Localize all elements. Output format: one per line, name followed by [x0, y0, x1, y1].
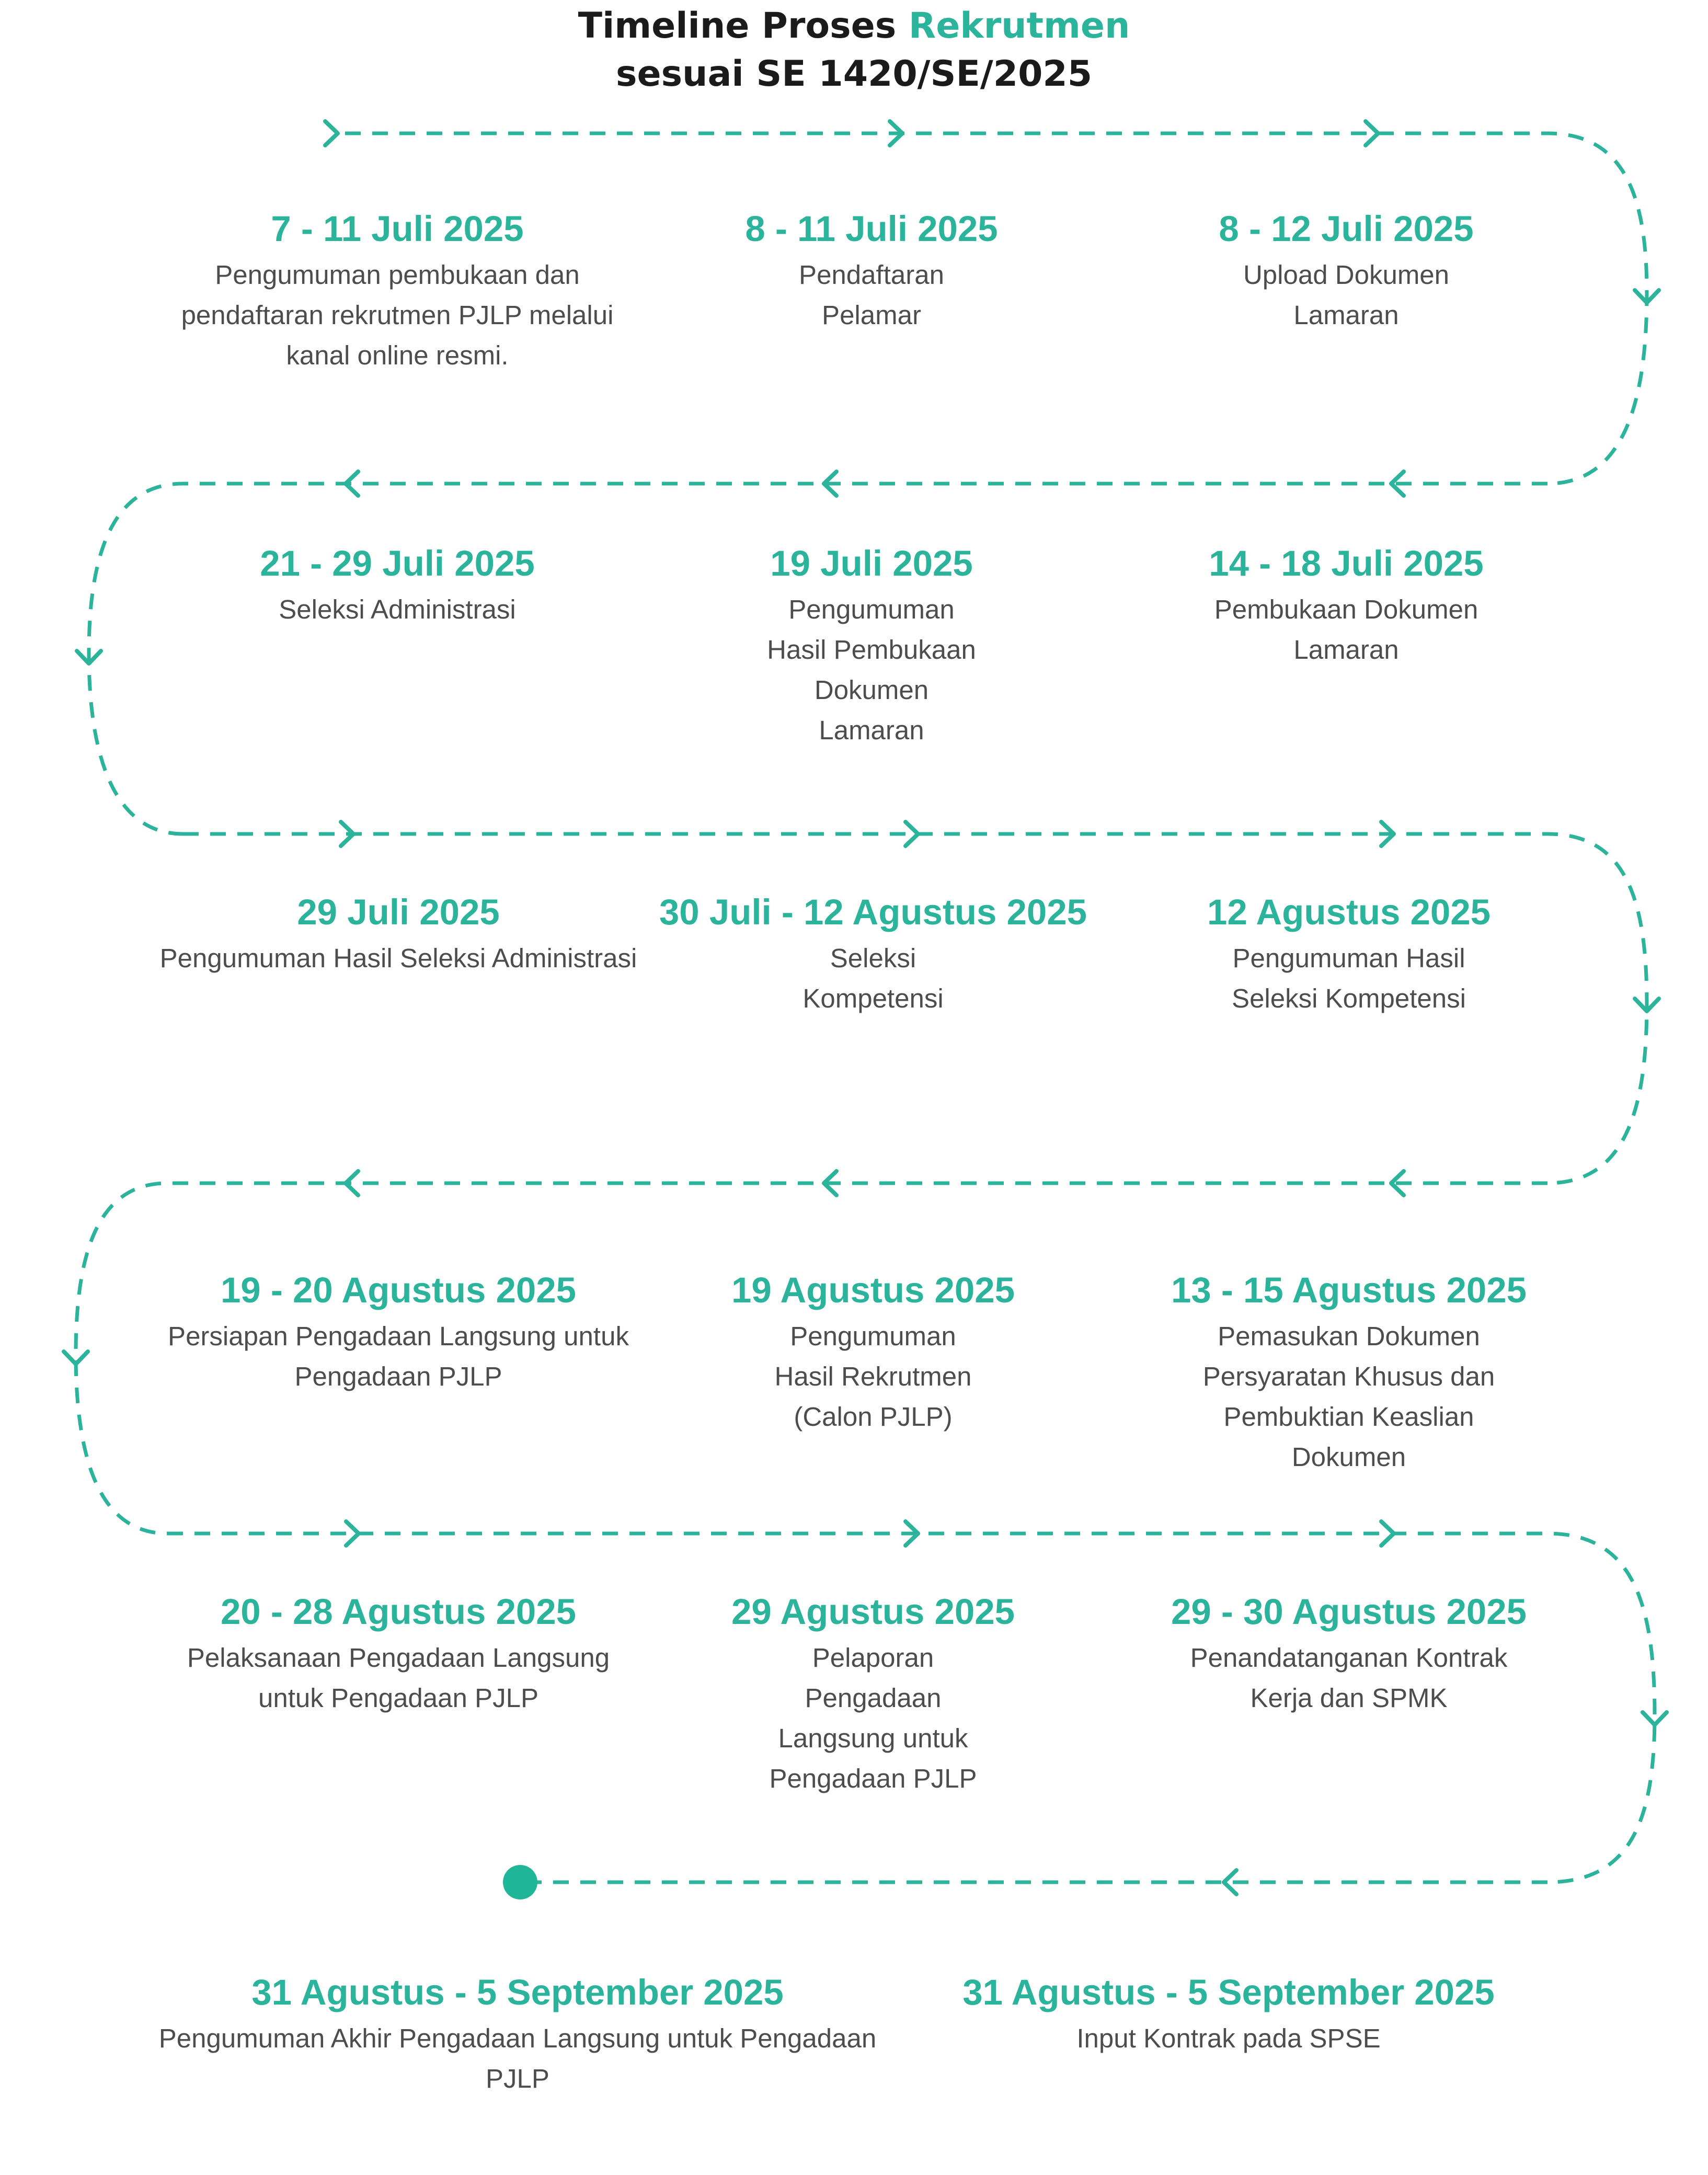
step-date: 31 Agustus - 5 September 2025	[251, 1972, 784, 2012]
page-subtitle: sesuai SE 1420/SE/2025	[615, 53, 1093, 95]
step-3	[1219, 207, 1473, 335]
step-description: Pengumuman pembukaan dan pendaftaran rekrutmen PJLP melalui kanal online resmi.	[181, 260, 614, 370]
step-8	[659, 890, 1087, 1018]
chevron-right-icon	[1366, 121, 1378, 145]
step-description: Pendaftaran Pelamar	[799, 260, 944, 330]
step-5	[767, 541, 976, 750]
step-description: Penandatanganan Kontrak Kerja dan SPMK	[1190, 1643, 1508, 1713]
step-date: 8 - 12 Juli 2025	[1219, 209, 1474, 249]
step-date: 7 - 11 Juli 2025	[271, 209, 524, 249]
chevron-right-icon	[325, 121, 338, 145]
step-2	[745, 207, 998, 335]
step-7	[160, 890, 637, 978]
chevron-left-icon	[346, 1171, 358, 1195]
step-description: Pengumuman Hasil Seleksi Administrasi	[159, 943, 637, 973]
step-12	[1171, 1268, 1527, 1477]
step-description: Pelaporan Pengadaan Langsung untuk Pengadaan PJLP	[769, 1643, 977, 1793]
step-date: 19 Juli 2025	[770, 543, 973, 583]
step-17	[962, 1970, 1495, 2058]
step-description: Pengumuman Hasil Pembukaan Dokumen Lamaran	[767, 594, 976, 745]
step-10	[168, 1268, 629, 1396]
step-date: 21 - 29 Juli 2025	[260, 543, 535, 583]
step-description: Pengumuman Hasil Seleksi Kompetensi	[1232, 943, 1466, 1013]
step-description: Pembukaan Dokumen Lamaran	[1214, 594, 1478, 665]
step-date: 13 - 15 Agustus 2025	[1171, 1270, 1527, 1310]
step-description: Pengumuman Hasil Rekrutmen (Calon PJLP)	[774, 1321, 972, 1432]
step-date: 30 Juli - 12 Agustus 2025	[659, 892, 1087, 932]
step-date: 29 - 30 Agustus 2025	[1171, 1592, 1527, 1632]
step-date: 19 - 20 Agustus 2025	[220, 1270, 577, 1310]
step-15	[1171, 1589, 1527, 1718]
step-14	[731, 1589, 1015, 1799]
step-description: Seleksi Administrasi	[279, 594, 516, 624]
chevron-right-icon	[905, 822, 918, 846]
chevron-right-icon	[1381, 1521, 1394, 1546]
step-description: Upload Dokumen Lamaran	[1243, 260, 1450, 330]
step-date: 12 Agustus 2025	[1207, 892, 1491, 932]
step-6	[1209, 541, 1484, 670]
step-description: Seleksi Kompetensi	[803, 943, 944, 1013]
step-date: 31 Agustus - 5 September 2025	[962, 1972, 1495, 2012]
step-description: Pengumuman Akhir Pengadaan Langsung untuk Pengadaan PJLP	[158, 2023, 877, 2093]
step-13	[187, 1589, 610, 1718]
chevron-down-icon	[64, 1352, 88, 1364]
step-11	[731, 1268, 1015, 1437]
title-accent: Rekrutmen	[908, 5, 1130, 47]
step-description: Persiapan Pengadaan Langsung untuk Pengadaan PJLP	[168, 1321, 629, 1391]
step-1	[181, 207, 614, 375]
step-date: 19 Agustus 2025	[731, 1270, 1015, 1310]
step-date: 29 Agustus 2025	[731, 1592, 1015, 1632]
step-date: 20 - 28 Agustus 2025	[220, 1592, 577, 1632]
chevron-left-icon	[346, 472, 358, 496]
step-description: Input Kontrak pada SPSE	[1076, 2023, 1381, 2053]
title-prefix: Timeline Proses	[578, 5, 909, 47]
timeline-end-dot-icon	[503, 1865, 537, 1899]
step-4	[260, 541, 535, 629]
step-9	[1207, 890, 1491, 1018]
step-date: 29 Juli 2025	[297, 892, 500, 932]
step-description: Pelaksanaan Pengadaan Langsung untuk Pengadaan PJLP	[187, 1643, 610, 1713]
step-16	[159, 1970, 876, 2099]
chevron-right-icon	[346, 1521, 359, 1546]
step-date: 8 - 11 Juli 2025	[745, 209, 998, 249]
step-description: Pemasukan Dokumen Persyaratan Khusus dan Pembuktian Keaslian Dokumen	[1202, 1321, 1495, 1472]
step-date: 14 - 18 Juli 2025	[1209, 543, 1484, 583]
